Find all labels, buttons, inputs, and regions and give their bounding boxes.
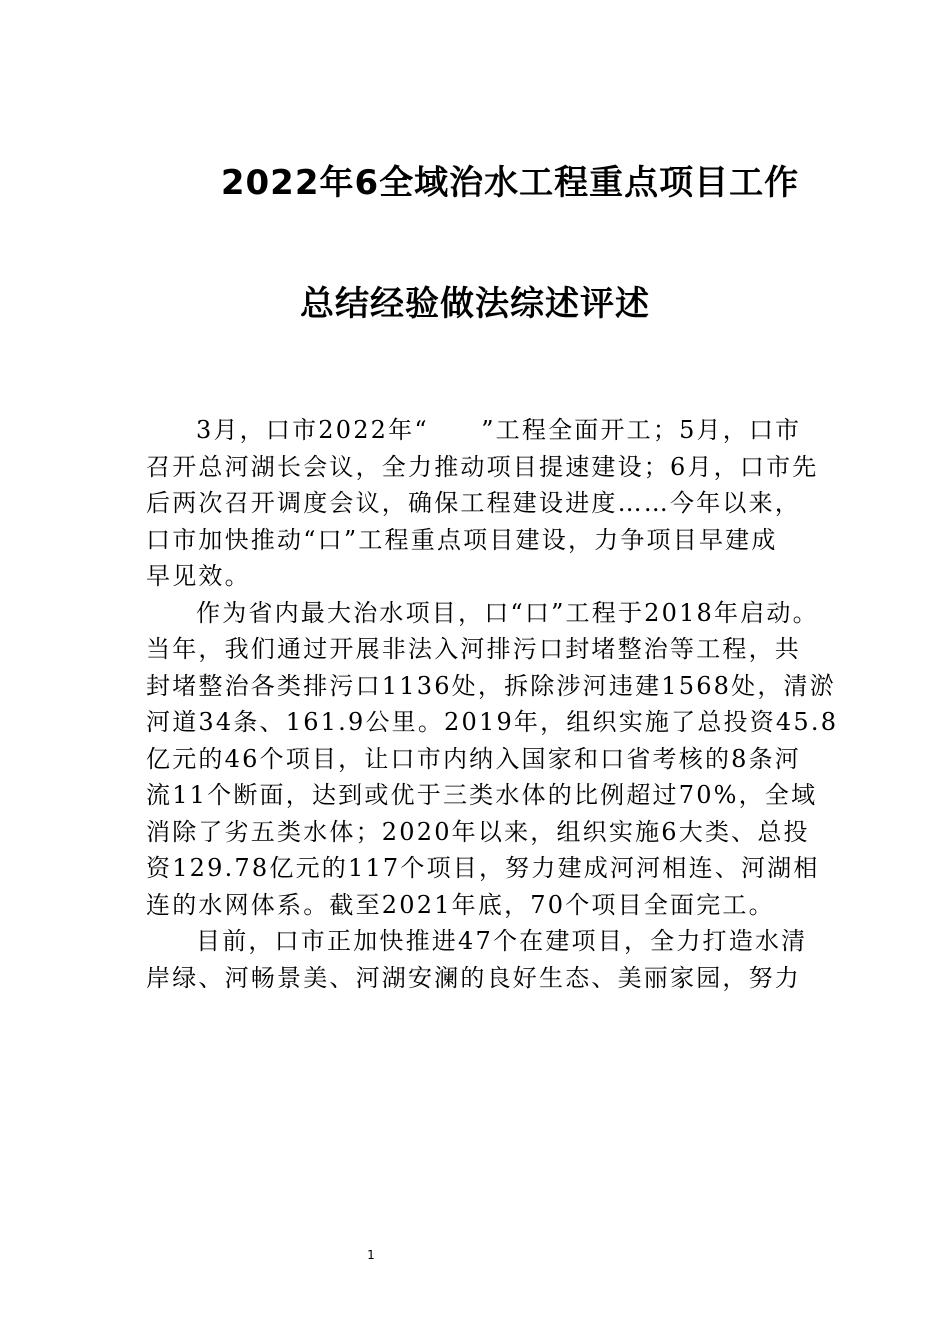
- paragraph-2-line-5: 亿元的46个项目，让口市内纳入国家和口省考核的8条河: [146, 744, 802, 773]
- paragraph-1-line-4: 口市加快推动“口”工程重点项目建设，力争项目早建成: [146, 525, 778, 554]
- paragraph-1-line-1: 3月，口市2022年“ ”工程全面开工；5月，口市: [196, 416, 802, 444]
- page-number: 1: [367, 1248, 375, 1262]
- paragraph-2-line-3: 封堵整治各类排污口1136处，拆除涉河违建1568处，清淤: [146, 671, 836, 700]
- paragraph-2-line-8: 资129.78亿元的117个项目，努力建成河河相连、河湖相: [146, 854, 820, 882]
- paragraph-2-line-2: 当年，我们通过开展非法入河排污口封堵整治等工程，共: [146, 635, 801, 663]
- paragraph-1-line-3: 后两次召开调度会议，确保工程建设进度……今年以来，: [146, 489, 801, 517]
- paragraph-2-line-1: 作为省内最大治水项目，口“口”工程于2018年启动。: [196, 598, 819, 627]
- paragraph-3-line-2: 岸绿、河畅景美、河湖安澜的良好生态、美丽家园，努力: [146, 963, 801, 992]
- paragraph-1-line-2: 召开总河湖长会议，全力推动项目提速建设；6月，口市先: [146, 452, 819, 481]
- document-title-line-1: 2022年6全域治水工程重点项目工作: [220, 163, 800, 203]
- paragraph-3-line-1: 目前，口市正加快推进47个在建项目，全力打造水清: [196, 927, 808, 955]
- paragraph-2-line-4: 河道34条、161.9公里。2019年，组织实施了总投资45.8: [146, 708, 839, 736]
- document-body: [146, 412, 839, 996]
- paragraph-2-line-7: 消除了劣五类水体；2020年以来，组织实施6大类、总投: [146, 817, 810, 846]
- paragraph-2-line-9: 连的水网体系。截至2021年底，70个项目全面完工。: [146, 890, 775, 919]
- paragraph-1-line-5: 早见效。: [146, 562, 251, 590]
- paragraph-2-line-6: 流11个断面，达到或优于三类水体的比例超过70%，全域: [146, 781, 818, 809]
- document-title-line-2: 总结经验做法综述评述: [300, 284, 650, 324]
